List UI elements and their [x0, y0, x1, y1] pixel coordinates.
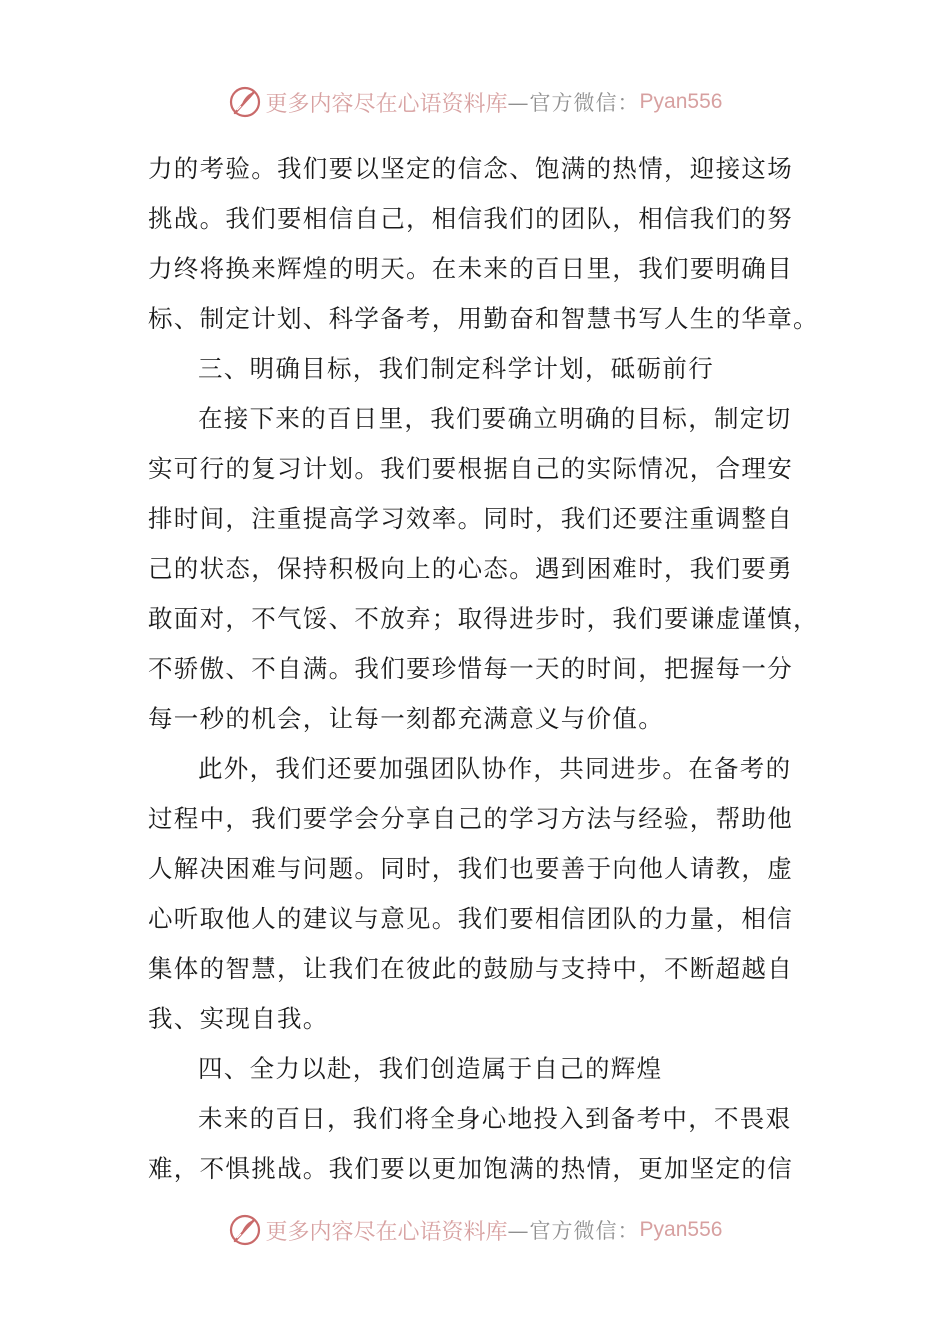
text-line: 难，不惧挑战。我们要以更加饱满的热情，更加坚定的信 — [148, 1154, 793, 1183]
section-heading: 三、明确目标，我们制定科学计划，砥砺前行 — [198, 354, 714, 383]
banner-brand: 更多内容尽在心语资料库 — [265, 91, 508, 117]
text-line: 集体的智慧，让我们在彼此的鼓励与支持中，不断超越自 — [148, 954, 793, 983]
text-line: 我、实现自我。 — [148, 1004, 329, 1033]
text-line: 力的考验。我们要以坚定的信念、饱满的热情，迎接这场 — [148, 154, 793, 183]
banner-brand: 更多内容尽在心语资料库 — [265, 1219, 508, 1245]
section-heading: 四、全力以赴，我们创造属于自己的辉煌 — [198, 1054, 663, 1083]
text-line: 不骄傲、不自满。我们要珍惜每一天的时间，把握每一分 — [148, 654, 793, 683]
text-line: 己的状态，保持积极向上的心态。遇到困难时，我们要勇 — [148, 554, 793, 583]
document-body — [148, 144, 819, 1194]
text-line: 敢面对，不气馁、不放弃；取得进步时，我们要谦虚谨慎， — [148, 604, 819, 633]
text-line: 每一秒的机会，让每一刻都充满意义与价值。 — [148, 704, 664, 733]
text-line: 标、制定计划、科学备考，用勤奋和智慧书写人生的华章。 — [148, 304, 819, 333]
paragraph-start: 未来的百日，我们将全身心地投入到备考中，不畏艰 — [198, 1104, 792, 1133]
text-line: 心听取他人的建议与意见。我们要相信团队的力量，相信 — [148, 904, 793, 933]
header-banner — [0, 82, 950, 122]
text-line: 过程中，我们要学会分享自己的学习方法与经验，帮助他 — [148, 804, 793, 833]
text-line: 实可行的复习计划。我们要根据自己的实际情况，合理安 — [148, 454, 793, 483]
footer-banner — [0, 1210, 950, 1250]
quill-pen-icon — [228, 1213, 262, 1247]
paragraph-start: 此外，我们还要加强团队协作，共同进步。在备考的 — [198, 754, 792, 783]
text-line: 挑战。我们要相信自己，相信我们的团队，相信我们的努 — [148, 204, 793, 233]
text-line: 人解决困难与问题。同时，我们也要善于向他人请教，虚 — [148, 854, 793, 883]
paragraph-start: 在接下来的百日里，我们要确立明确的目标，制定切 — [198, 404, 792, 433]
banner-tagline: —官方微信： — [507, 1219, 640, 1243]
text-line: 排时间，注重提高学习效率。同时，我们还要注重调整自 — [148, 504, 793, 533]
text-line: 力终将换来辉煌的明天。在未来的百日里，我们要明确目 — [148, 254, 793, 283]
banner-wechat-id: Pyan556 — [639, 1218, 723, 1241]
banner-tagline: —官方微信： — [507, 91, 640, 115]
quill-pen-icon — [228, 85, 262, 119]
banner-wechat-id: Pyan556 — [639, 90, 723, 113]
